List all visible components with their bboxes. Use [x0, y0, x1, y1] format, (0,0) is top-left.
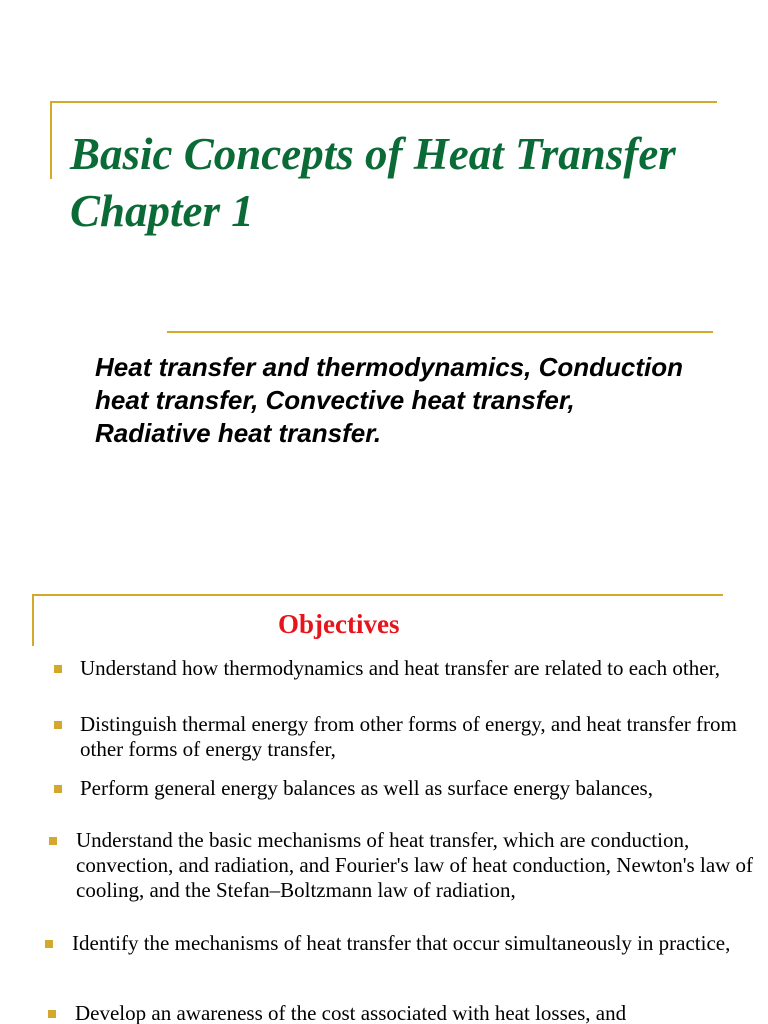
objective-item — [49, 828, 761, 903]
objectives-frame-top-rule — [32, 594, 723, 596]
objective-text: Develop an awareness of the cost associated with heat losses, and — [75, 1001, 627, 1024]
square-bullet-icon — [54, 721, 62, 729]
objective-item — [54, 776, 744, 801]
title-frame-left-rule — [50, 101, 52, 179]
objective-text: Identify the mechanisms of heat transfer that occur simultaneously in practice, — [72, 931, 731, 955]
objective-item — [45, 931, 745, 956]
title-line-2: Chapter 1 — [70, 186, 254, 236]
square-bullet-icon — [45, 940, 53, 948]
title-line-1: Basic Concepts of Heat Transfer — [70, 129, 676, 179]
objective-text: Understand the basic mechanisms of heat transfer, which are conduction, convection, and radiation, and Fourier's law of heat conduction, Newton's law of cooling, and the Stefan–Boltzmann law of radiation, — [76, 828, 754, 902]
objectives-frame-left-rule — [32, 594, 34, 646]
subtitle-rule — [167, 331, 713, 333]
square-bullet-icon — [49, 837, 57, 845]
objective-item — [54, 656, 744, 681]
objective-item — [48, 1001, 748, 1024]
objectives-heading: Objectives — [278, 609, 400, 639]
square-bullet-icon — [48, 1010, 56, 1018]
square-bullet-icon — [54, 665, 62, 673]
objective-text: Perform general energy balances as well as surface energy balances, — [80, 776, 653, 800]
objective-item — [54, 712, 744, 762]
square-bullet-icon — [54, 785, 62, 793]
objective-text: Understand how thermodynamics and heat transfer are related to each other, — [80, 656, 720, 680]
slide-title — [70, 126, 676, 240]
objective-text: Distinguish thermal energy from other forms of energy, and heat transfer from other forms of energy transfer, — [80, 712, 737, 761]
slide-subtitle: Heat transfer and thermodynamics, Conduction heat transfer, Convective heat transfer, Radiative heat transfer. — [95, 352, 683, 448]
title-frame-top-rule — [50, 101, 717, 103]
